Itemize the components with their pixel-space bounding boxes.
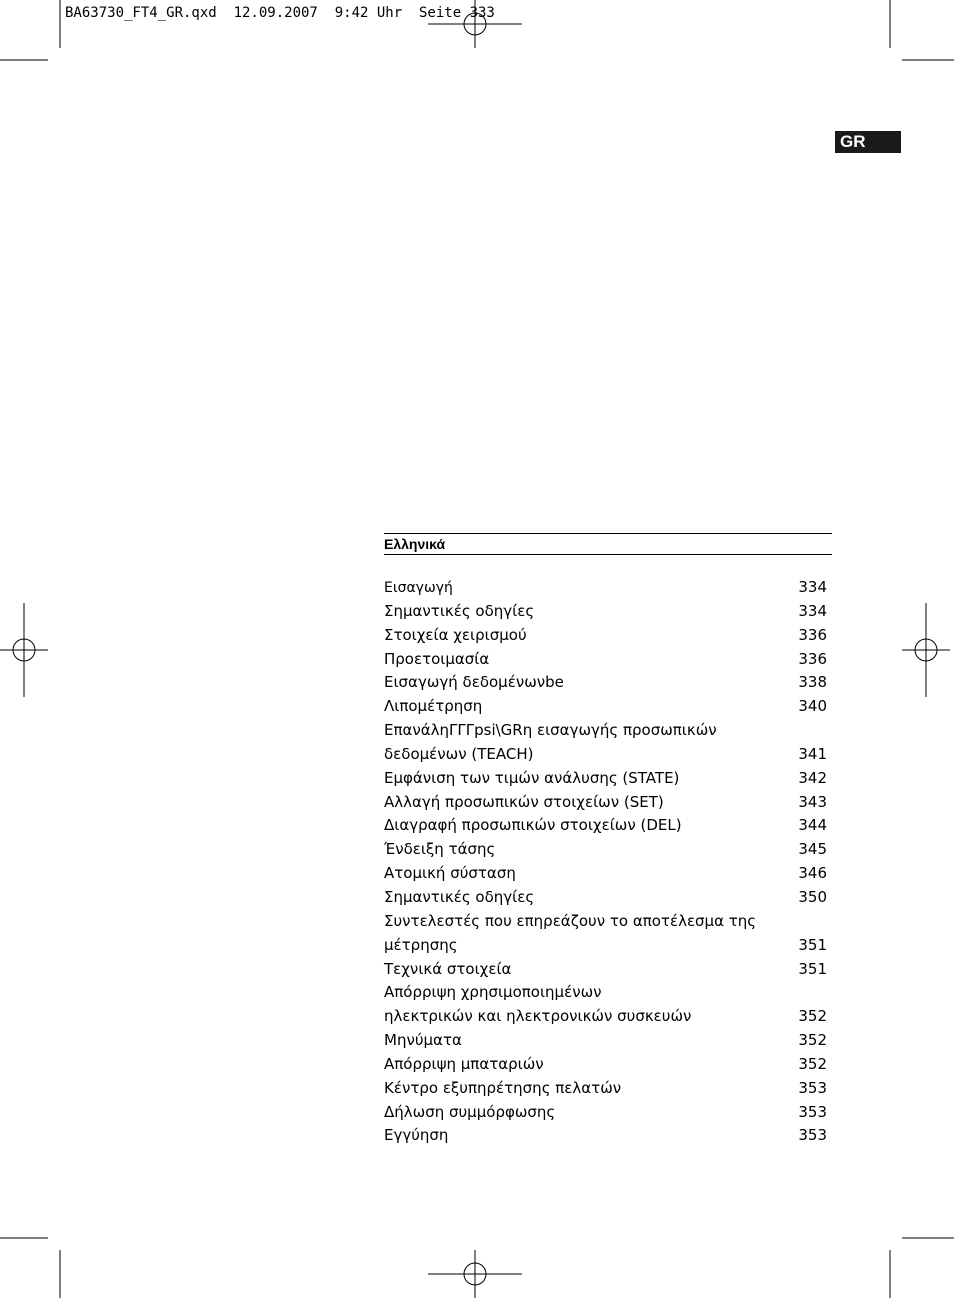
toc-entry-page: 352 (798, 1031, 827, 1050)
toc-entry (384, 791, 832, 815)
toc-entry-page: 352 (798, 1054, 827, 1073)
toc-entry-title: Δήλωση συμμόρφωσης (384, 1102, 556, 1121)
toc-entry (384, 1029, 832, 1053)
toc-entry-page: 353 (798, 1102, 827, 1121)
toc-entry (384, 1124, 832, 1148)
toc-entry-page: 344 (798, 816, 827, 835)
toc-entry (384, 958, 832, 982)
toc-entry (384, 838, 832, 862)
toc-entry-title: Σημαντικές οδηγίες (384, 887, 535, 906)
toc-entry (384, 600, 832, 624)
toc-entry (384, 1101, 832, 1125)
toc-entry-page: 346 (798, 864, 827, 883)
toc-entry-page: 353 (798, 1078, 827, 1097)
toc-entry (384, 934, 832, 958)
table-of-contents (384, 533, 832, 1148)
toc-entry (384, 624, 832, 648)
toc-entry-page: 352 (798, 1007, 827, 1026)
toc-entry-title: Ένδειξη τάσης (384, 840, 496, 859)
toc-entry (384, 719, 832, 743)
toc-entry (384, 1077, 832, 1101)
toc-entry-page: 336 (798, 649, 827, 668)
toc-entry-title: ΕπανάληΓΓΓpsi\GRη εισαγωγής προσωπικών (384, 721, 717, 740)
toc-entry-title: Εισαγωγή (384, 580, 453, 596)
toc-entry-title: δεδομένων (TEACH) (384, 744, 534, 763)
toc-entry-page: 345 (798, 840, 827, 859)
toc-entry (384, 1005, 832, 1029)
toc-entry-page: 340 (798, 697, 827, 716)
toc-entry-title: ηλεκτρικών και ηλεκτρονικών συσκευών (384, 1007, 692, 1026)
toc-entry (384, 648, 832, 672)
toc-entry-page: 341 (798, 744, 827, 763)
toc-entry-page: 342 (798, 768, 827, 787)
toc-entry (384, 910, 832, 934)
toc-entry-title: Συντελεστές που επηρεάζουν το αποτέλεσμα της (384, 911, 757, 930)
toc-entry (384, 576, 832, 600)
toc-entry-title: Ατομική σύσταση (384, 864, 516, 883)
toc-entry-title: Κέντρο εξυπηρέτησης πελατών (384, 1078, 622, 1097)
toc-entry-title: Διαγραφή προσωπικών στοιχείων (DEL) (384, 816, 682, 835)
toc-entry-page: 353 (798, 1126, 827, 1145)
toc-entry (384, 671, 832, 695)
toc-entry-page: 343 (798, 792, 827, 811)
toc-entry-title: Εισαγωγή δεδομένωνbe (384, 673, 564, 692)
toc-entry (384, 886, 832, 910)
toc-entry-title: Προετοιμασία (384, 649, 490, 668)
toc-entry (384, 767, 832, 791)
language-tab: GR (835, 131, 901, 153)
toc-entry-title: Σημαντικές οδηγίες (384, 601, 535, 620)
toc-entry-page: 338 (798, 673, 827, 692)
toc-entry-title: Μηνύματα (384, 1031, 462, 1050)
toc-entry-title: μέτρησης (384, 935, 458, 954)
toc-entry-title: Εμφάνιση των τιμών ανάλυσης (STATE) (384, 768, 680, 787)
toc-entry (384, 814, 832, 838)
toc-entry-page: 351 (798, 935, 827, 954)
toc-entry (384, 1053, 832, 1077)
toc-entry (384, 695, 832, 719)
toc-entry-page: 351 (798, 959, 827, 978)
print-slug: BA63730_FT4_GR.qxd 12.09.2007 9:42 Uhr Seite 333 (65, 5, 495, 21)
toc-entry-title: Τεχνικά στοιχεία (384, 959, 512, 978)
toc-entry-page: 336 (798, 625, 827, 644)
toc-entry-title: Απόρριψη μπαταριών (384, 1054, 544, 1073)
toc-entry (384, 981, 832, 1005)
toc-list (384, 576, 832, 1148)
toc-entry-title: Εγγύηση (384, 1126, 449, 1145)
toc-entry-title: Απόρριψη χρησιμοποιημένων (384, 983, 602, 1002)
toc-entry (384, 743, 832, 767)
toc-entry-page: 350 (798, 887, 827, 906)
toc-entry-page: 334 (798, 601, 827, 620)
toc-heading: Ελληνικά (384, 533, 832, 555)
toc-entry-title: Αλλαγή προσωπικών στοιχείων (SET) (384, 792, 664, 811)
toc-entry-page: 334 (798, 578, 827, 596)
toc-entry-title: Λιπομέτρηση (384, 697, 483, 716)
toc-entry (384, 862, 832, 886)
toc-entry-title: Στοιχεία χειρισμού (384, 625, 527, 644)
